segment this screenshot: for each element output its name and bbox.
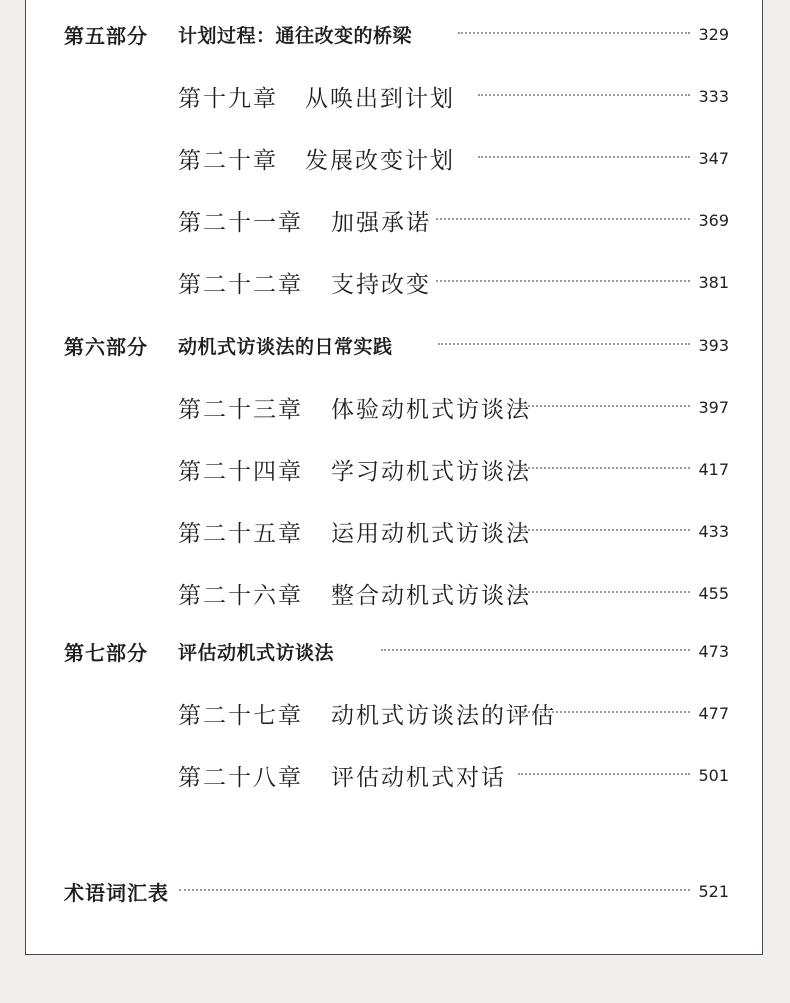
dot-leader: [478, 94, 690, 96]
toc-chapter-row[interactable]: [26, 136, 762, 176]
chapter-label: 第二十四章: [178, 459, 303, 485]
part-label: 第七部分: [64, 641, 148, 665]
toc-chapter-row[interactable]: [26, 571, 762, 611]
dot-leader: [521, 405, 690, 407]
toc-chapter-row[interactable]: [26, 74, 762, 114]
toc-part-row[interactable]: [26, 12, 762, 52]
chapter-label: 第二十五章: [178, 521, 303, 547]
toc-part-row[interactable]: [26, 323, 762, 363]
chapter-title: 学习动机式访谈法: [331, 459, 531, 485]
page-number: 417: [698, 460, 729, 479]
part-label: 第六部分: [64, 335, 148, 359]
page-number: 347: [698, 149, 729, 168]
chapter-title: 加强承诺: [331, 210, 431, 236]
dot-leader: [179, 889, 690, 891]
dot-leader: [458, 32, 690, 34]
chapter-label: 第二十八章: [178, 765, 303, 791]
chapter-title: 整合动机式访谈法: [331, 583, 531, 609]
chapter-title: 从唤出到计划: [305, 86, 455, 112]
chapter-label: 第二十七章: [178, 703, 303, 729]
chapter-label: 第二十章: [178, 148, 278, 174]
chapter-title: 运用动机式访谈法: [331, 521, 531, 547]
dot-leader: [436, 218, 690, 220]
page-number: 393: [698, 336, 729, 355]
dot-leader: [521, 711, 690, 713]
page-number: 381: [698, 273, 729, 292]
chapter-label: 第二十三章: [178, 397, 303, 423]
toc-part-row[interactable]: [26, 629, 762, 669]
dot-leader: [521, 591, 690, 593]
dot-leader: [381, 649, 690, 651]
part-title: 计划过程：通往改变的桥梁: [178, 25, 413, 47]
page-number: 455: [698, 584, 729, 603]
toc-chapter-row[interactable]: [26, 260, 762, 300]
chapter-title: 发展改变计划: [305, 148, 455, 174]
chapter-title: 评估动机式对话: [331, 765, 506, 791]
page-number: 397: [698, 398, 729, 417]
chapter-label: 第十九章: [178, 86, 278, 112]
toc-chapter-row[interactable]: [26, 198, 762, 238]
page-number: 433: [698, 522, 729, 541]
page-number: 477: [698, 704, 729, 723]
page-number: 521: [698, 882, 729, 901]
chapter-title: 体验动机式访谈法: [331, 397, 531, 423]
page-number: 329: [698, 25, 729, 44]
dot-leader: [521, 467, 690, 469]
part-title: 评估动机式访谈法: [178, 642, 335, 664]
toc-chapter-row[interactable]: [26, 509, 762, 549]
page-number: 473: [698, 642, 729, 661]
toc-glossary-row[interactable]: [26, 869, 762, 909]
toc-chapter-row[interactable]: [26, 753, 762, 793]
chapter-label: 第二十二章: [178, 272, 303, 298]
part-title: 动机式访谈法的日常实践: [178, 336, 393, 358]
chapter-title: 动机式访谈法的评估: [331, 703, 556, 729]
dot-leader: [518, 773, 690, 775]
chapter-title: 支持改变: [331, 272, 431, 298]
chapter-label: 第二十一章: [178, 210, 303, 236]
page-number: 369: [698, 211, 729, 230]
toc-page: [25, 0, 763, 955]
toc-chapter-row[interactable]: [26, 691, 762, 731]
glossary-label: 术语词汇表: [64, 881, 169, 905]
dot-leader: [478, 156, 690, 158]
page-number: 333: [698, 87, 729, 106]
dot-leader: [436, 280, 690, 282]
chapter-label: 第二十六章: [178, 583, 303, 609]
page-number: 501: [698, 766, 729, 785]
dot-leader: [521, 529, 690, 531]
dot-leader: [438, 343, 690, 345]
part-label: 第五部分: [64, 24, 148, 48]
toc-chapter-row[interactable]: [26, 447, 762, 487]
toc-chapter-row[interactable]: [26, 385, 762, 425]
